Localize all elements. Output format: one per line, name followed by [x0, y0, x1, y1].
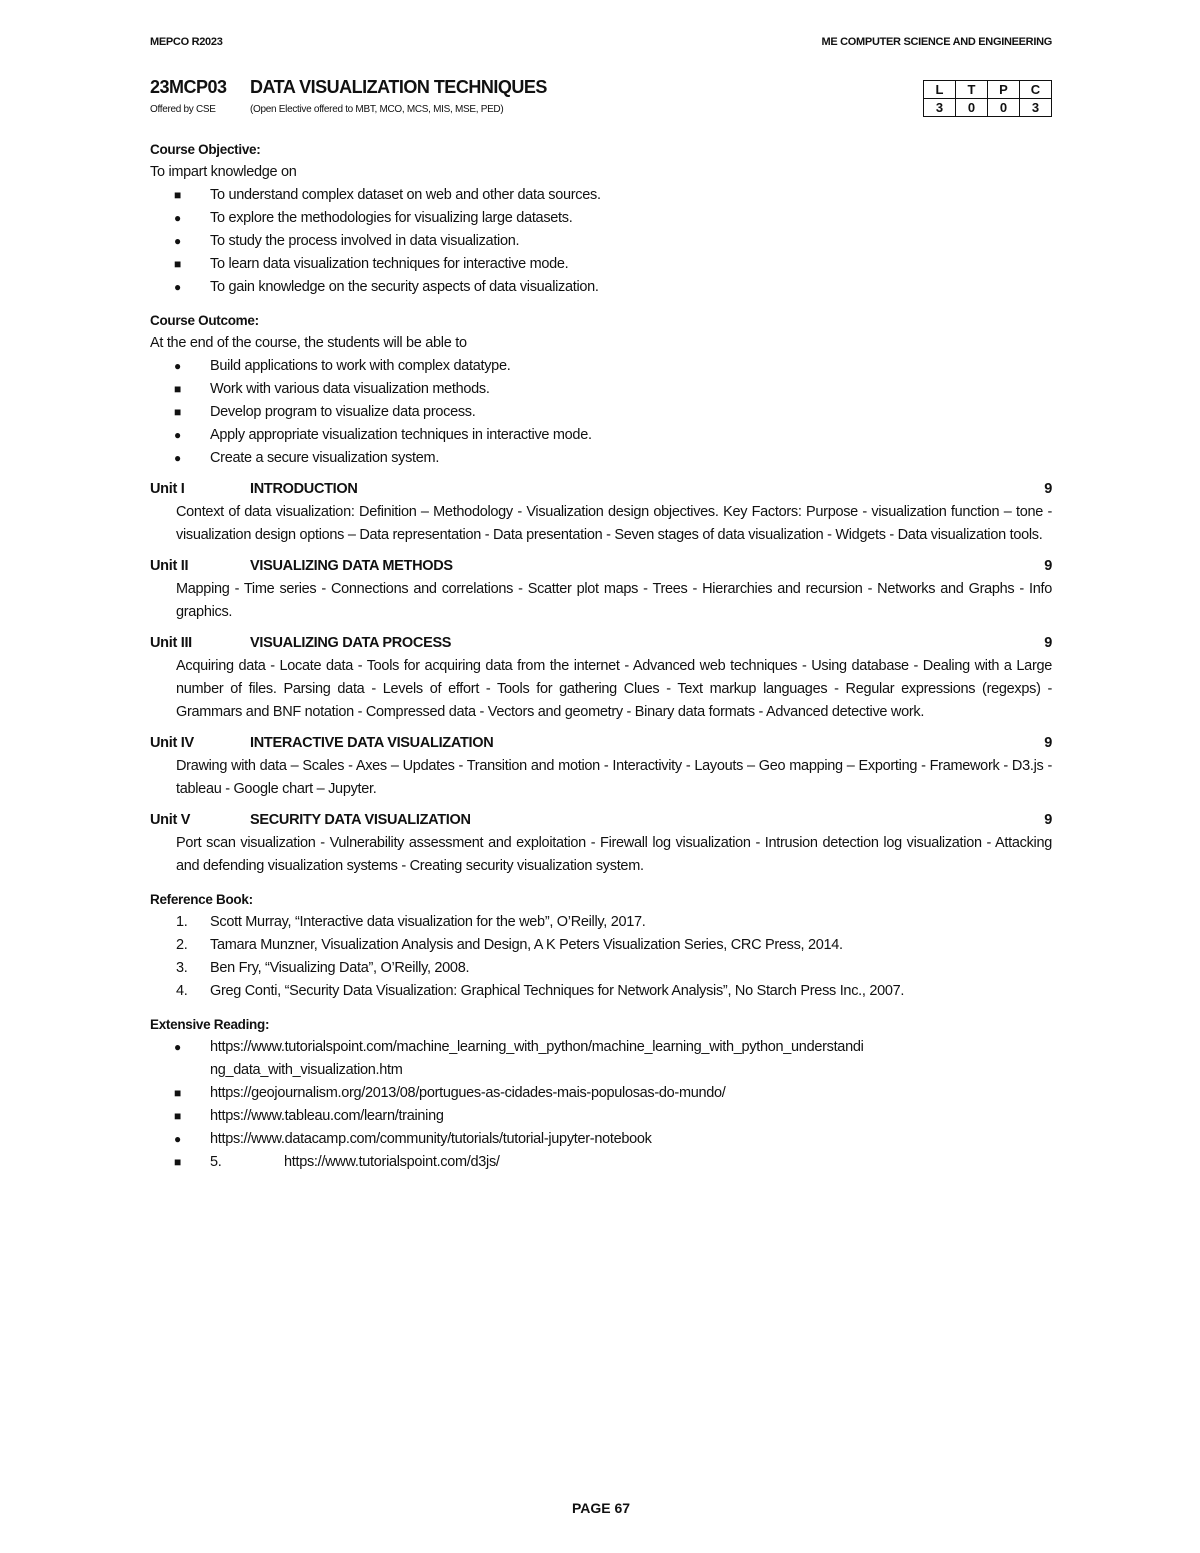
- objective-item: ■ To understand complex dataset on web and other data sources.: [150, 184, 1052, 207]
- unit-hours: 9: [1044, 558, 1052, 574]
- reading-item: [150, 1128, 1052, 1151]
- unit-content: Mapping - Time series - Connections and correlations - Scatter plot maps - Trees - Hierarchies and recursion - Networks and Graphs - Info graphics.: [176, 581, 1052, 620]
- unit-number: Unit IV: [150, 735, 194, 751]
- unit-number: Unit II: [150, 558, 189, 574]
- reading-number: 5.: [210, 1154, 222, 1170]
- ltpc-header-row: [924, 81, 1052, 99]
- reference-number: 1.: [176, 914, 188, 930]
- unit-heading: [150, 555, 1052, 578]
- objectives-list: [150, 184, 1052, 299]
- bullet-icon: ●: [174, 428, 181, 442]
- bullet-icon: ●: [174, 451, 181, 465]
- references-list: [150, 911, 1052, 1003]
- ltpc-value-c: 3: [1020, 99, 1052, 117]
- unit-title: INTRODUCTION: [250, 481, 358, 497]
- unit-number: Unit III: [150, 635, 192, 651]
- unit-title: SECURITY DATA VISUALIZATION: [250, 812, 471, 828]
- bullet-icon: ●: [174, 1040, 181, 1054]
- ltpc-header-t: T: [956, 81, 988, 99]
- course-code: 23MCP03: [150, 77, 227, 97]
- course-title: DATA VISUALIZATION TECHNIQUES: [250, 77, 547, 97]
- ltpc-value-t: 0: [956, 99, 988, 117]
- reading-link[interactable]: https://www.tableau.com/learn/training: [210, 1108, 444, 1124]
- outcome-item: ● Create a secure visualization system.: [150, 447, 1052, 470]
- header-department: ME COMPUTER SCIENCE AND ENGINEERING: [821, 36, 1052, 48]
- objective-item: ● To explore the methodologies for visualizing large datasets.: [150, 207, 1052, 230]
- reading-item: [150, 1105, 1052, 1128]
- header-institution: MEPCO R2023: [150, 36, 223, 48]
- reading-link[interactable]: https://geojournalism.org/2013/08/portugues-as-cidades-mais-populosas-do-mundo/: [210, 1085, 726, 1101]
- offered-by: Offered by CSE: [150, 104, 216, 115]
- reference-number: 3.: [176, 960, 188, 976]
- reference-number: 2.: [176, 937, 188, 953]
- ltpc-value-l: 3: [924, 99, 956, 117]
- ltpc-header-c: C: [1020, 81, 1052, 99]
- bullet-icon: ■: [174, 1086, 181, 1100]
- bullet-icon: ■: [174, 188, 181, 202]
- unit-content: Acquiring data - Locate data - Tools for acquiring data from the internet - Advanced web techniques - Using database - Dealing with a Large number of files. Parsing data - Levels of effort - Tools for gathering Clues - Text markup languages - Regular expressions (regexps) - Grammars and BNF notation - Compressed data - Vectors and geometry - Binary data formats - Advanced detective work.: [176, 658, 1052, 720]
- reading-link[interactable]: https://www.datacamp.com/community/tutorials/tutorial-jupyter-notebook: [210, 1131, 652, 1147]
- bullet-icon: ■: [174, 405, 181, 419]
- extensive-reading-list: [150, 1036, 1052, 1174]
- unit-title: VISUALIZING DATA PROCESS: [250, 635, 452, 651]
- ltpc-header-p: P: [988, 81, 1020, 99]
- ltpc-header-l: L: [924, 81, 956, 99]
- unit-number: Unit I: [150, 481, 185, 497]
- reading-item: [150, 1151, 1052, 1174]
- unit-hours: 9: [1044, 635, 1052, 651]
- objectives-heading: Course Objective:: [150, 142, 261, 157]
- unit-heading: [150, 732, 1052, 755]
- bullet-icon: ●: [174, 211, 181, 225]
- unit-hours: 9: [1044, 481, 1052, 497]
- outcomes-intro: At the end of the course, the students will be able to: [150, 335, 467, 351]
- objectives-intro: To impart knowledge on: [150, 164, 297, 180]
- outcome-item: ■ Develop program to visualize data process.: [150, 401, 1052, 424]
- reference-item: 2. Tamara Munzner, Visualization Analysis and Design, A K Peters Visualization Series, CRC Press, 2014.: [150, 934, 1052, 957]
- unit-hours: 9: [1044, 735, 1052, 751]
- reference-item: 3. Ben Fry, “Visualizing Data”, O’Reilly, 2008.: [150, 957, 1052, 980]
- reference-item: 4. Greg Conti, “Security Data Visualization: Graphical Techniques for Network Analysis”, No Starch Press Inc., 2007.: [150, 980, 1052, 1003]
- page-number: PAGE 67: [571, 1500, 631, 1516]
- bullet-icon: ■: [174, 257, 181, 271]
- unit-heading: [150, 478, 1052, 501]
- unit-title: VISUALIZING DATA METHODS: [250, 558, 453, 574]
- objective-item: ■ To learn data visualization techniques for interactive mode.: [150, 253, 1052, 276]
- unit-content: Drawing with data – Scales - Axes – Updates - Transition and motion - Interactivity - Layouts – Geo mapping – Exporting - Framework - D3.js - tableau - Google chart – Jupyter.: [176, 758, 1052, 797]
- document-page: [150, 0, 1052, 1553]
- bullet-icon: ●: [174, 359, 181, 373]
- bullet-icon: ■: [174, 1109, 181, 1123]
- reading-item: [150, 1036, 1052, 1082]
- outcome-item: ● Build applications to work with complex datatype.: [150, 355, 1052, 378]
- reading-link[interactable]: https://www.tutorialspoint.com/d3js/: [284, 1154, 500, 1170]
- unit-content: Context of data visualization: Definition – Methodology - Visualization design objectives. Key Factors: Purpose - visualization function – tone - visualization design options – Data representation - Data presentation - Seven stages of data visualization - Widgets - Data visualization tools.: [176, 504, 1052, 543]
- elective-note: (Open Elective offered to MBT, MCO, MCS, MIS, MSE, PED): [250, 104, 504, 115]
- unit-hours: 9: [1044, 812, 1052, 828]
- bullet-icon: ■: [174, 1155, 181, 1169]
- outcome-item: ■ Work with various data visualization methods.: [150, 378, 1052, 401]
- unit-heading: [150, 809, 1052, 832]
- unit-heading: [150, 632, 1052, 655]
- outcomes-heading: Course Outcome:: [150, 313, 259, 328]
- objective-item: ● To study the process involved in data visualization.: [150, 230, 1052, 253]
- bullet-icon: ■: [174, 382, 181, 396]
- bullet-icon: ●: [174, 280, 181, 294]
- ltpc-value-p: 0: [988, 99, 1020, 117]
- reading-link[interactable]: https://www.tutorialspoint.com/machine_learning_with_python/machine_learning_with_python_understandi ng_data_with_visualization.htm: [210, 1039, 864, 1078]
- bullet-icon: ●: [174, 234, 181, 248]
- document-body: [150, 136, 1052, 1174]
- reference-item: 1. Scott Murray, “Interactive data visualization for the web”, O’Reilly, 2017.: [150, 911, 1052, 934]
- unit-title: INTERACTIVE DATA VISUALIZATION: [250, 735, 494, 751]
- unit-content: Port scan visualization - Vulnerability assessment and exploitation - Firewall log visualization - Intrusion detection log visualization - Attacking and defending visualization systems - Creating security visualization system.: [176, 835, 1052, 874]
- extensive-reading-heading: Extensive Reading:: [150, 1017, 270, 1032]
- ltpc-table: [923, 80, 1052, 117]
- unit-number: Unit V: [150, 812, 191, 828]
- ltpc-value-row: [924, 99, 1052, 117]
- references-heading: Reference Book:: [150, 892, 253, 907]
- reading-item: [150, 1082, 1052, 1105]
- objective-item: ● To gain knowledge on the security aspects of data visualization.: [150, 276, 1052, 299]
- bullet-icon: ●: [174, 1132, 181, 1146]
- reference-number: 4.: [176, 983, 188, 999]
- outcomes-list: [150, 355, 1052, 470]
- outcome-item: ● Apply appropriate visualization techniques in interactive mode.: [150, 424, 1052, 447]
